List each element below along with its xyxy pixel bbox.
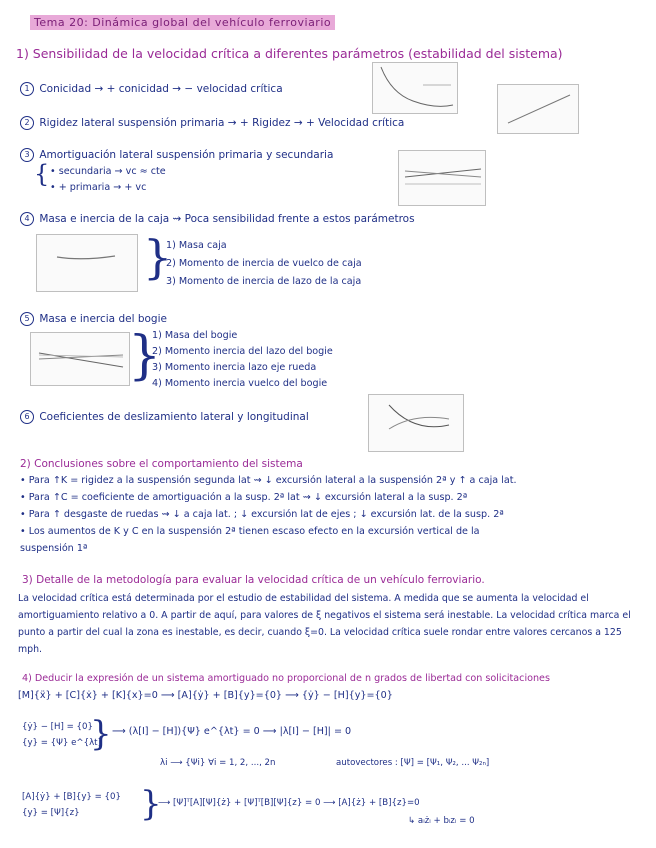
item-text: Coeficientes de deslizamiento lateral y longitudinal — [39, 411, 309, 423]
item-5-sub-2: 2) Momento inercia del lazo del bogie — [152, 346, 333, 357]
item-number: 2 — [20, 116, 34, 130]
page-title: Tema 20: Dinámica global del vehículo ferroviario — [30, 15, 335, 30]
section-3-body: La velocidad crítica está determinada por el estudio de estabilidad del sistema. A medida que se aumenta la velocidad el amortiguamiento relativo a 0. A partir de aquí, para valores de ξ negativos el sistema será inestable. La velocidad crítica marca el punto a partir del cual la zona es inestable, es decir, cuando ξ=0. La velocidad crítica suele rondar entre valores cercanos a 125 mph. — [18, 593, 631, 655]
item-number: 5 — [20, 312, 34, 326]
brace: } — [90, 714, 112, 754]
equation-4d: ↳ aᵢżᵢ + bᵢzᵢ = 0 — [408, 816, 475, 826]
plot-damping — [398, 150, 486, 206]
section-2-heading: 2) Conclusiones sobre el comportamiento del sistema — [20, 458, 303, 470]
plot-creep-coefficients — [368, 394, 464, 452]
equation-4b: {y} = [Ψ]{z} — [22, 808, 80, 818]
equation-2b: {y} = {Ψ} e^{λt} — [22, 738, 103, 748]
plot-conicity — [372, 62, 458, 114]
brace: } — [128, 326, 162, 386]
item-text: Amortiguación lateral suspensión primaria y secundaria — [39, 149, 334, 161]
item-5 — [20, 312, 167, 326]
item-text: Masa e inercia del bogie — [39, 313, 167, 325]
equation-4c: ⟶ [Ψ]ᵀ[A][Ψ]{ż} + [Ψ]ᵀ[B][Ψ]{z} = 0 ⟶ [A]{ż} + [B]{z}=0 — [158, 798, 420, 808]
item-number: 3 — [20, 148, 34, 162]
brace: } — [140, 784, 162, 824]
conclusion-1: • Para ↑K = rigidez a la suspensión segunda lat ⇝ ↓ excursión lateral a la suspensión 2ª y ↑ a caja lat. — [20, 475, 517, 486]
equation-4a: [A]{ẏ} + [B]{y} = {0} — [22, 792, 121, 802]
item-4-sub-2: 2) Momento de inercia de vuelco de caja — [166, 258, 362, 269]
item-text: Masa e inercia de la caja ⇝ Poca sensibilidad frente a estos parámetros — [39, 213, 415, 225]
item-text: Conicidad → + conicidad → − velocidad crítica — [39, 83, 283, 95]
equation-2c: ⟶ (λ[I] − [H]){Ψ} e^{λt} = 0 ⟶ |λ[I] − [H]| = 0 — [112, 726, 352, 737]
item-3-sub-2: • + primaria → + vc — [50, 182, 147, 193]
conclusion-2: • Para ↑C = coeficiente de amortiguación a la susp. 2ª lat ⇝ ↓ excursión lateral a la susp. 2ª — [20, 492, 468, 503]
item-6 — [20, 410, 309, 424]
equation-2a: {ẏ} − [H] = {0} — [22, 722, 93, 732]
item-5-sub-4: 4) Momento inercia vuelco del bogie — [152, 378, 328, 389]
conclusion-4-cont: suspensión 1ª — [20, 543, 88, 554]
item-5-sub-1: 1) Masa del bogie — [152, 330, 238, 341]
item-3 — [20, 148, 333, 162]
equation-3a: λi ⟶ {Ψi} ∀i = 1, 2, ..., 2n — [160, 758, 276, 768]
section-1-heading: 1) Sensibilidad de la velocidad crítica a diferentes parámetros (estabilidad del sistema) — [16, 46, 563, 61]
brace: { — [34, 160, 50, 188]
equation-1: [M]{ẍ} + [C]{ẋ} + [K]{x}=0 ⟶ [A]{ẏ} + [B]{y}={0} ⟶ {ẏ} − [H]{y}={0} — [18, 690, 393, 701]
conclusion-3: • Para ↑ desgaste de ruedas ⇝ ↓ a caja lat. ; ↓ excursión lat de ejes ; ↓ excursión lat. de la susp. 2ª — [20, 509, 504, 520]
section-3-heading: 3) Detalle de la metodología para evaluar la velocidad crítica de un vehículo ferroviario. — [22, 574, 485, 586]
item-1 — [20, 82, 283, 96]
item-number: 4 — [20, 212, 34, 226]
plot-rigidity — [497, 84, 579, 134]
section-4-heading: 4) Deducir la expresión de un sistema amortiguado no proporcional de n grados de libertad con solicitaciones — [22, 673, 550, 684]
item-4-sub-1: 1) Masa caja — [166, 240, 227, 251]
plot-bogie-mass — [30, 332, 130, 386]
item-2 — [20, 116, 404, 130]
conclusion-4: • Los aumentos de K y C en la suspensión 2ª tienen escaso efecto en la excursión vertical de la — [20, 526, 480, 537]
item-4 — [20, 212, 415, 226]
item-4-sub-3: 3) Momento de inercia de lazo de la caja — [166, 276, 362, 287]
item-text: Rigidez lateral suspensión primaria → + Rigidez → + Velocidad crítica — [39, 117, 405, 129]
item-number: 6 — [20, 410, 34, 424]
equation-3b: autovectores : [Ψ] = [Ψ₁, Ψ₂, ... Ψ₂ₙ] — [336, 758, 490, 768]
plot-body-mass — [36, 234, 138, 292]
brace: } — [143, 230, 173, 284]
item-3-sub-1: • secundaria → vc ≈ cte — [50, 166, 166, 177]
item-number: 1 — [20, 82, 34, 96]
item-5-sub-3: 3) Momento inercia lazo eje rueda — [152, 362, 317, 373]
